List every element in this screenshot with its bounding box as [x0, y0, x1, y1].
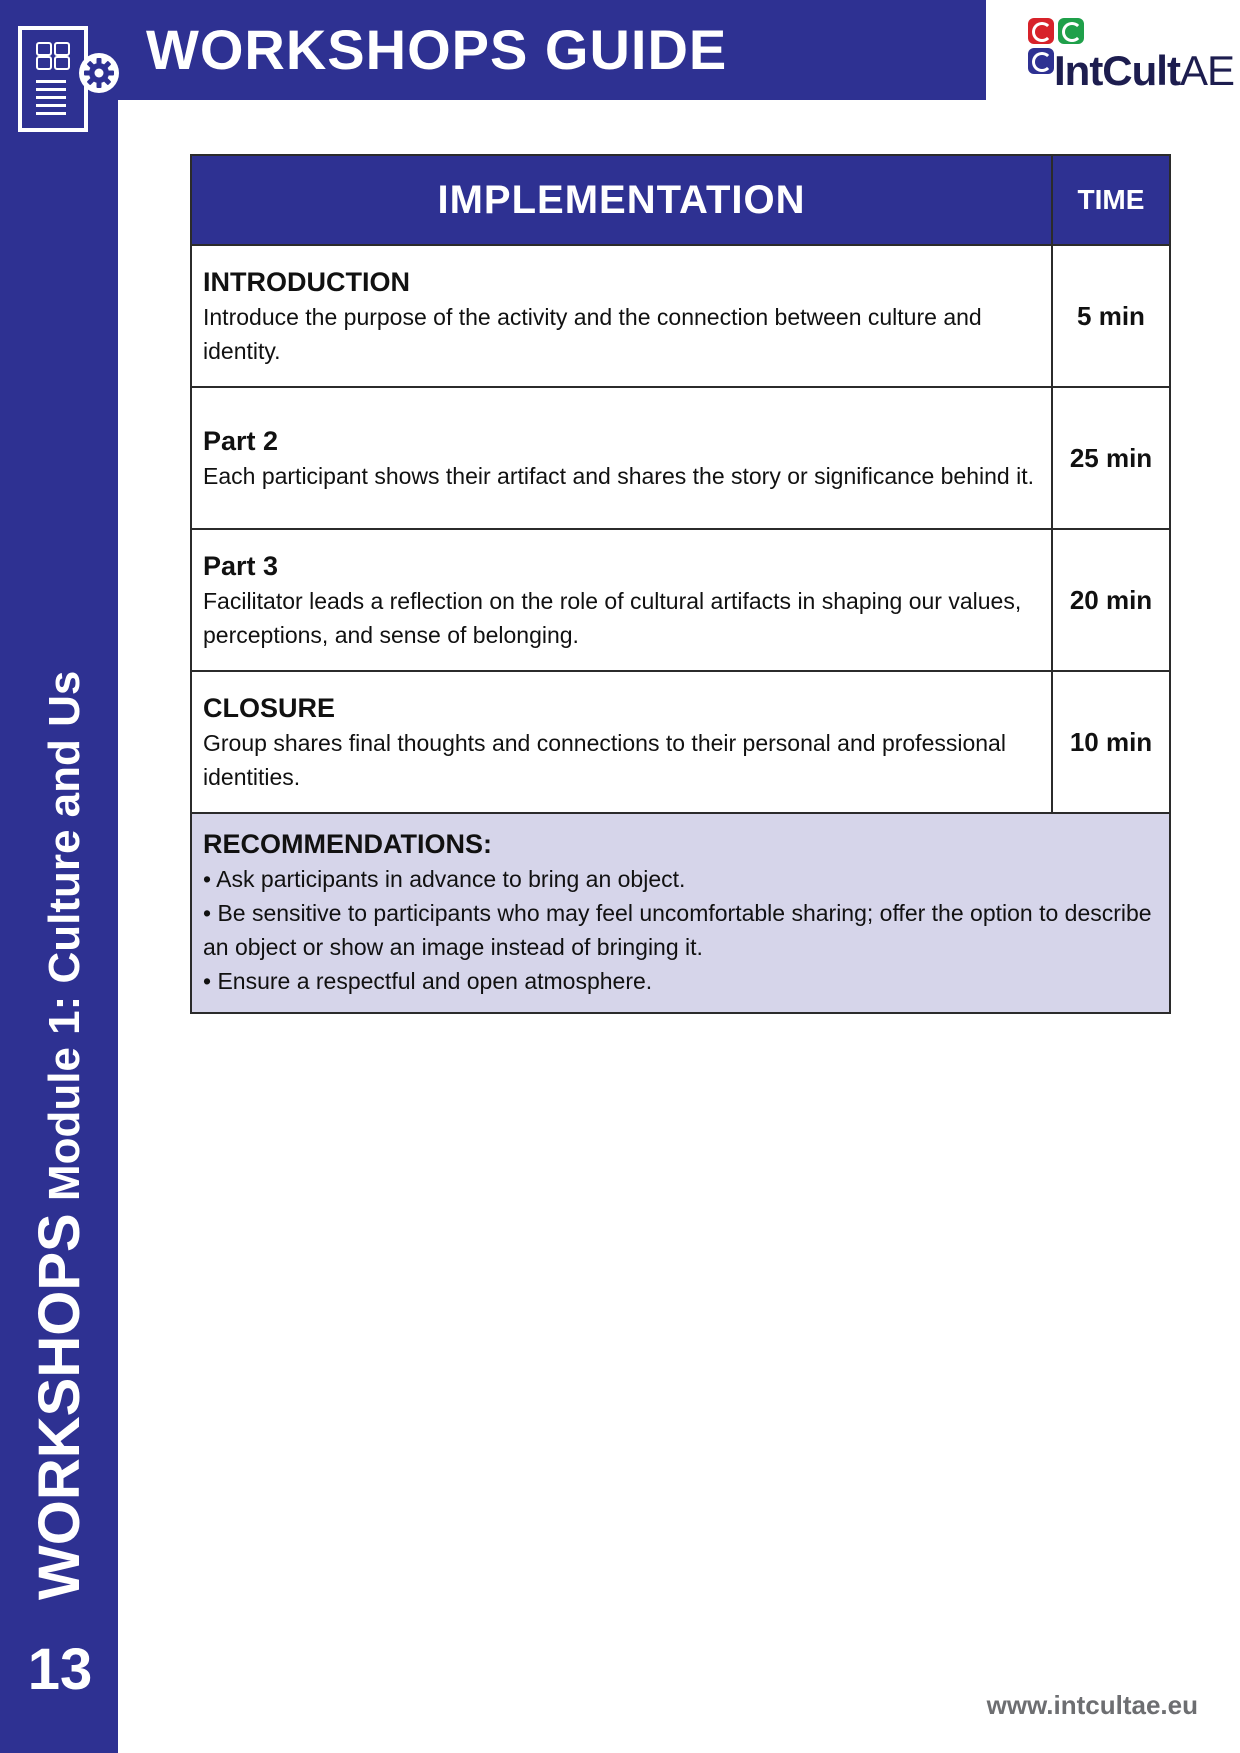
- row-title: CLOSURE: [203, 693, 336, 723]
- gear-icon: [78, 52, 120, 94]
- table-row: [191, 529, 1170, 671]
- implementation-table: [190, 154, 1171, 1014]
- table-row: [191, 387, 1170, 529]
- row-text: Facilitator leads a reflection on the role of cultural artifacts in shaping our values, perceptions, and sense of belonging.: [203, 588, 1022, 648]
- row-description: [191, 671, 1052, 813]
- sidebar-label-strong: WORKSHOPS: [27, 1213, 92, 1600]
- row-title: Part 3: [203, 551, 279, 581]
- logo-blue-square-icon: [1028, 48, 1054, 74]
- row-time: 20 min: [1052, 529, 1170, 671]
- page-title: WORKSHOPS GUIDE: [146, 18, 728, 81]
- logo-green-square-icon: [1058, 18, 1084, 44]
- time-header: TIME: [1052, 155, 1170, 245]
- row-text: Group shares final thoughts and connections to their personal and professional identities.: [203, 730, 1006, 790]
- recommendation-item: • Be sensitive to participants who may feel uncomfortable sharing; offer the option to describe an object or show an image instead of bringing it.: [203, 900, 1152, 960]
- logo-text: IntCultAE: [1054, 47, 1234, 94]
- recommendations-box: [191, 813, 1170, 1013]
- row-text: Introduce the purpose of the activity and the connection between culture and identity.: [203, 304, 982, 364]
- sidebar-label-rest: Module 1: Culture and Us: [40, 670, 89, 1214]
- implementation-header: IMPLEMENTATION: [191, 155, 1052, 245]
- row-title: Part 2: [203, 426, 279, 456]
- recommendation-item: • Ask participants in advance to bring an object.: [203, 866, 686, 892]
- row-title: INTRODUCTION: [203, 267, 410, 297]
- row-time: 10 min: [1052, 671, 1170, 813]
- row-time: 5 min: [1052, 245, 1170, 387]
- website-link[interactable]: www.intcultae.eu: [986, 1690, 1198, 1720]
- page-number: 13: [27, 1637, 93, 1702]
- table-header-row: [191, 155, 1170, 245]
- row-description: [191, 245, 1052, 387]
- recommendation-item: • Ensure a respectful and open atmosphere.: [203, 968, 653, 994]
- recommendations-title: RECOMMENDATIONS:: [203, 829, 492, 859]
- recommendations-row: [191, 813, 1170, 1013]
- row-text: Each participant shows their artifact and shares the story or significance behind it.: [203, 463, 1034, 489]
- row-description: [191, 529, 1052, 671]
- logo-red-square-icon: [1028, 18, 1054, 44]
- row-time: 25 min: [1052, 387, 1170, 529]
- table-row: [191, 245, 1170, 387]
- table-row: [191, 671, 1170, 813]
- sidebar-vertical-label: [28, 671, 92, 1600]
- intcultae-logo: [1024, 18, 1234, 94]
- row-description: [191, 387, 1052, 529]
